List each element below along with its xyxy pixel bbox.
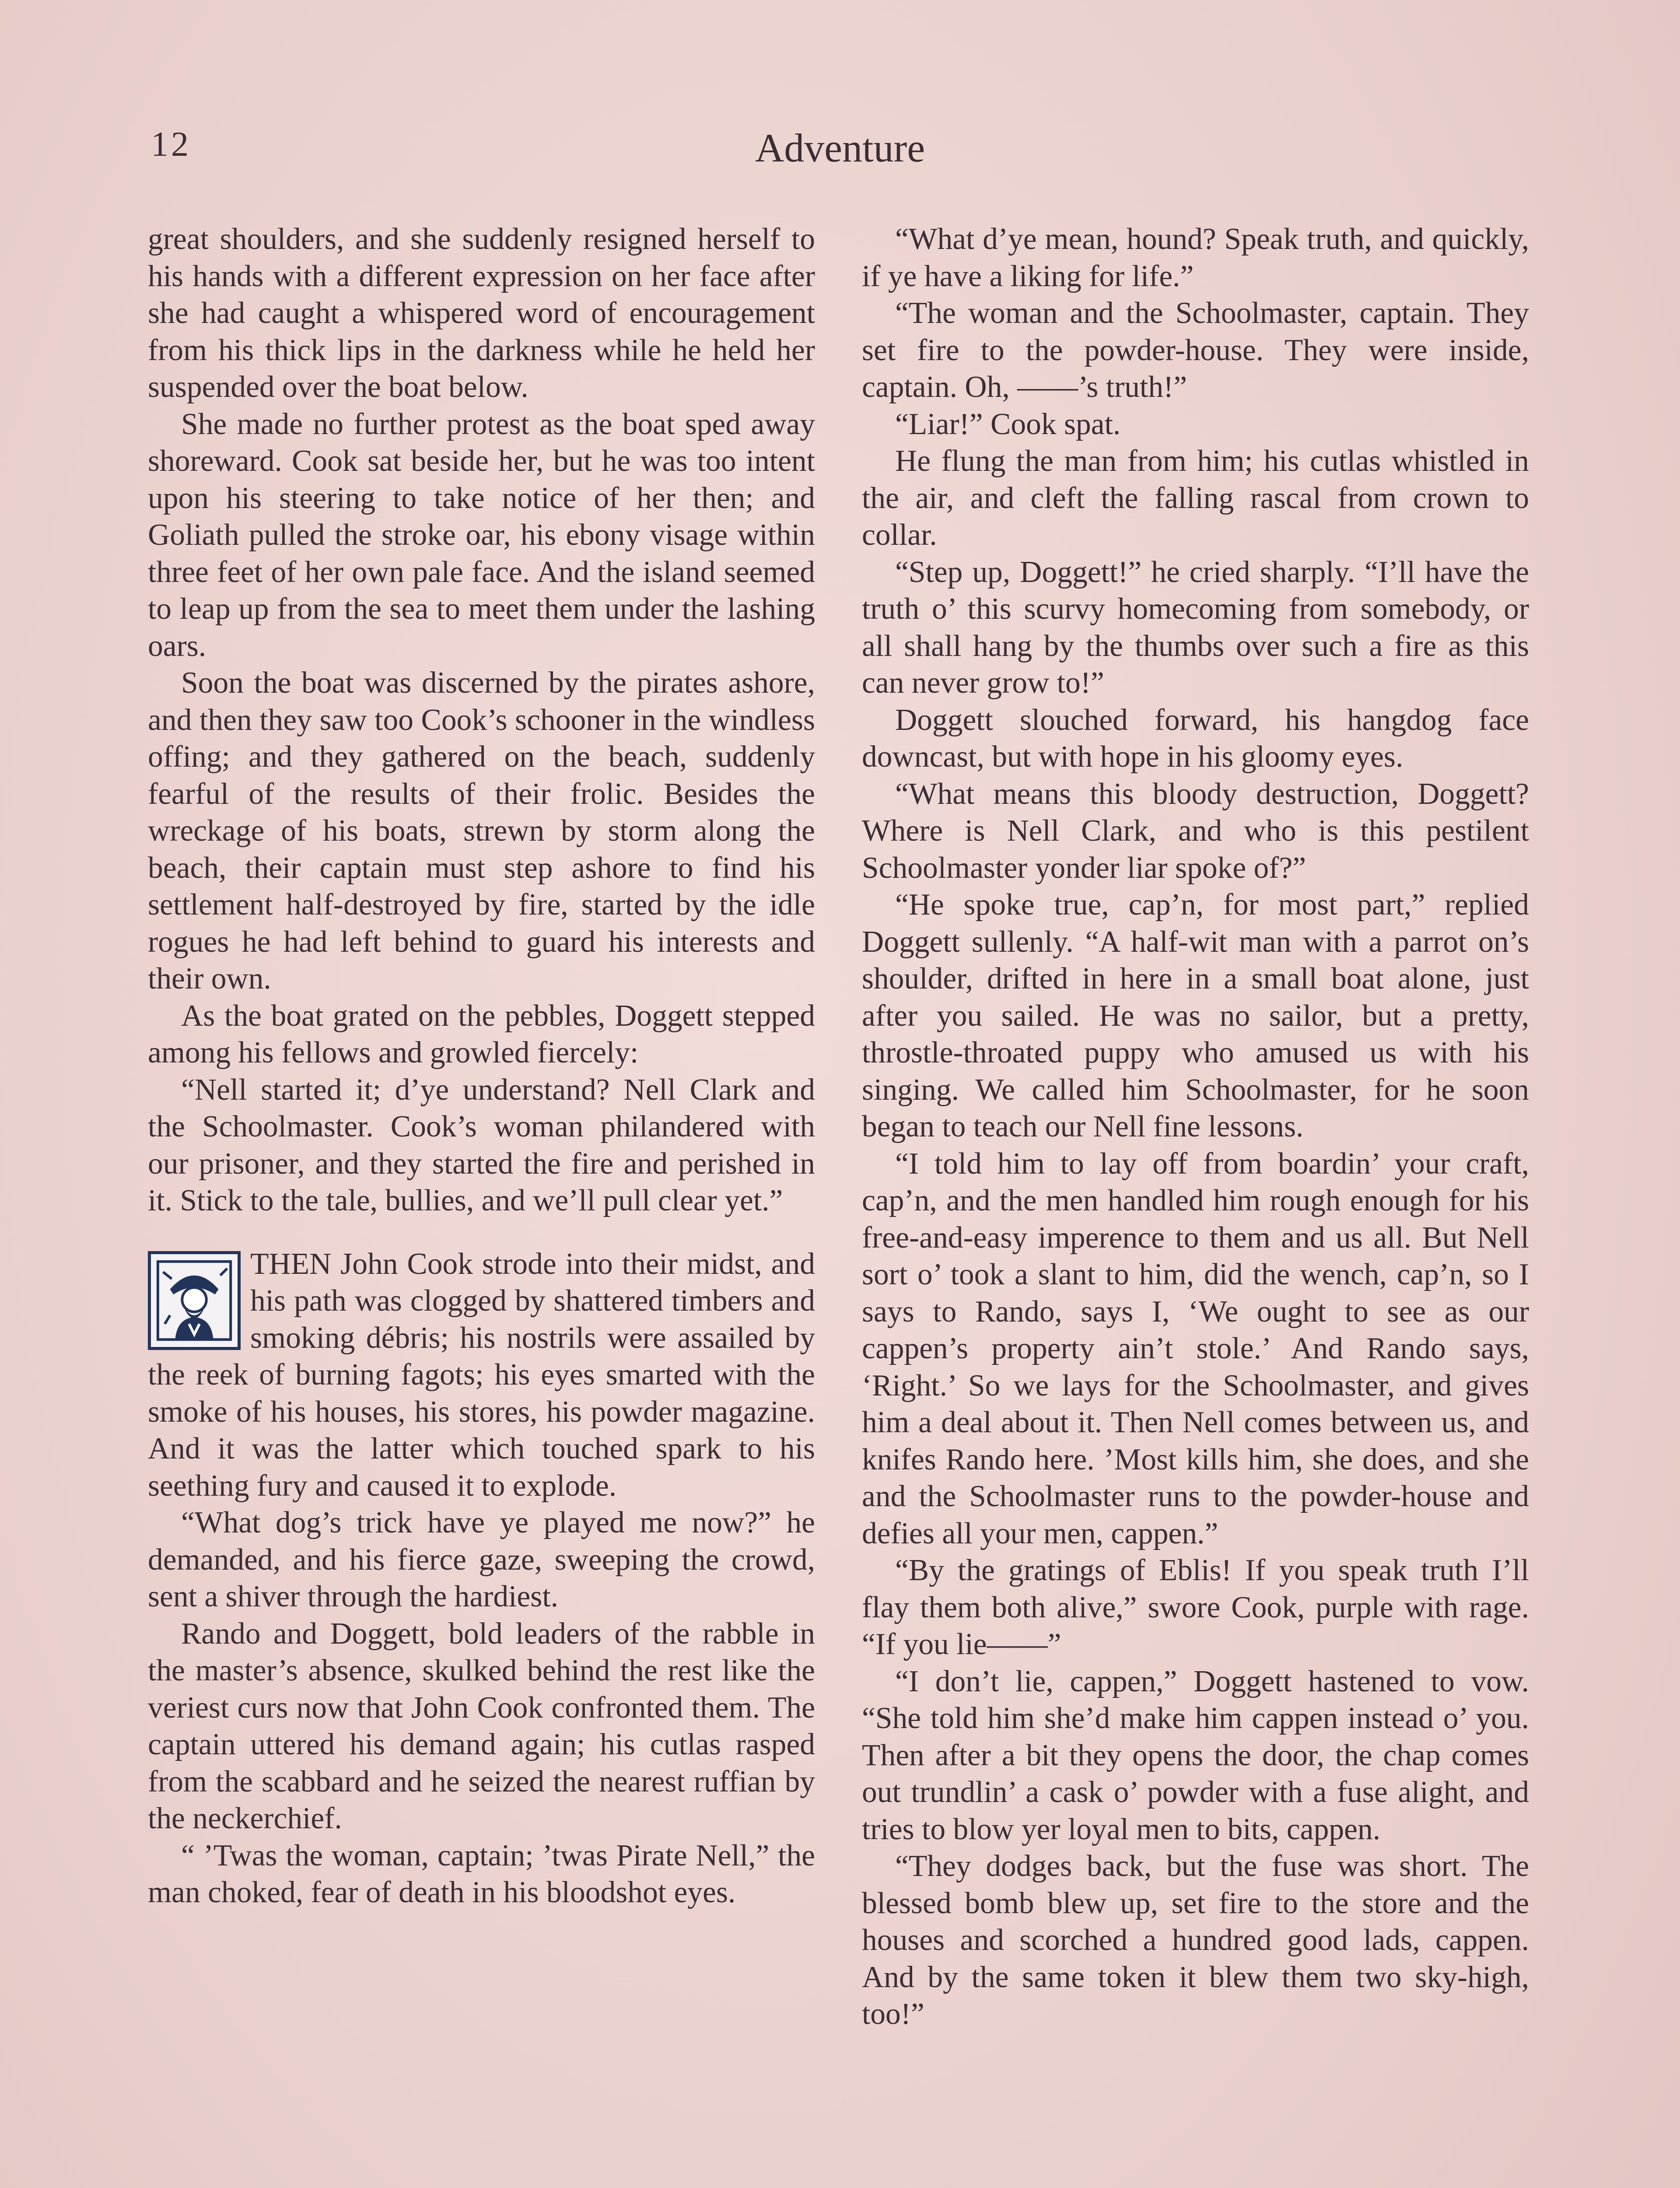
paragraph: Rando and Doggett, bold leaders of the rabble in the master’s absence, skulked behind the rest like the veriest curs now that John Cook confronted them. The captain uttered his demand again; his cutlas rasped from the scabbard and he seized the nearest ruffian by the neckerchief. <box>148 1616 815 1835</box>
page-number: 12 <box>151 125 191 164</box>
paragraph: “They dodges back, but the fuse was short. The blessed bomb blew up, set fire to the store and the houses and scorched a hundred good lads, cappen. And by the same token it blew them two sky-high, too!” <box>862 1849 1529 2031</box>
paragraph: “ ’Twas the woman, captain; ’twas Pirate Nell,” the man choked, fear of death in his bloodshot eyes. <box>148 1838 815 1909</box>
running-title: Adventure <box>755 126 925 170</box>
paragraph: “I told him to lay off from boardin’ your craft, cap’n, and the men handled him rough enough for his free-and-easy imperence to them and us all. But Nell sort o’ took a slant to him, did the wench, cap’n, so I says to Rando, says I, ‘We ought to see as our cappen’s property ain’t stole.’ And Rando says, ‘Right.’ So we lays for the Schoolmaster, and gives him a deal about it. Then Nell comes between us, and knifes Rando here. ’Most kills him, she does, and she and the Schoolmaster runs to the powder-house and defies all your men, cappen.” <box>862 1147 1529 1550</box>
paragraph: great shoulders, and she suddenly resigned herself to his hands with a different expression on her face after she had caught a whispered word of encouragement from his thick lips in the darkness while he held her suspended over the boat below. <box>148 222 815 404</box>
paragraph: “What d’ye mean, hound? Speak truth, and quickly, if ye have a liking for life.” <box>862 222 1529 293</box>
paragraph: “The woman and the Schoolmaster, captain. They set fire to the powder-house. They were inside, captain. Oh, ——’s truth!” <box>862 296 1529 404</box>
paragraph: “What means this bloody destruction, Doggett? Where is Nell Clark, and who is this pestilent Schoolmaster yonder liar spoke of?” <box>862 777 1529 885</box>
section-opening-paragraph <box>148 1246 815 1505</box>
paragraph: She made no further protest as the boat sped away shoreward. Cook sat beside her, but he was too intent upon his steering to take notice of her then; and Goliath pulled the stroke oar, his ebony visage within three feet of her own pale face. And the island seemed to leap up from the sea to meet them under the lashing oars. <box>148 407 815 663</box>
page-header <box>151 125 1529 186</box>
paragraph: “Step up, Doggett!” he cried sharply. “I’ll have the truth o’ this scurvy homecoming from somebody, or all shall hang by the thumbs over such a fire as this can never grow to!” <box>862 555 1529 700</box>
pirate-portrait-icon <box>148 1251 241 1350</box>
paragraph: Soon the boat was discerned by the pirates ashore, and then they saw too Cook’s schooner in the windless offing; and they gathered on the beach, suddenly fearful of the results of their frolic. Besides the wreckage of his boats, strewn by storm along the beach, their captain must step ashore to find his settlement half-destroyed by fire, started by the idle rogues he had left behind to guard his interests and their own. <box>148 666 815 996</box>
paragraph: “He spoke true, cap’n, for most part,” replied Doggett sullenly. “A half-wit man with a parrot on’s shoulder, drifted in here in a small boat alone, just after you sailed. He was no sailor, but a pretty, throstle-throated puppy who amused us with his singing. We called him Schoolmaster, for he soon began to teach our Nell fine lessons. <box>862 888 1529 1143</box>
paragraph: “Liar!” Cook spat. <box>895 407 1121 441</box>
paragraph: Doggett slouched forward, his hangdog face downcast, but with hope in his gloomy eyes. <box>862 703 1529 774</box>
section-opening-text: THEN John Cook strode into their midst, and his path was clogged by shattered timbers and smoking débris; his nostrils were assailed by the reek of burning fagots; his eyes smarted with the smoke of his houses, his stores, his powder magazine. And it was the latter which touched spark to his seething fury and caused it to explode. <box>148 1247 815 1503</box>
left-column <box>148 221 815 1911</box>
paragraph: “I don’t lie, cappen,” Doggett hastened to vow. “She told him she’d make him cappen instead o’ you. Then after a bit they opens the door, the chap comes out trundlin’ a cask o’ powder with a fuse alight, and tries to blow yer loyal men to bits, cappen. <box>862 1664 1529 1846</box>
text-columns <box>148 221 1535 2188</box>
section-break <box>148 1220 815 1246</box>
right-column <box>862 221 1529 2033</box>
paragraph: “Nell started it; d’ye understand? Nell Clark and the Schoolmaster. Cook’s woman philandered with our prisoner, and they started the fire and perished in it. Stick to the tale, bullies, and we’ll pull clear yet.” <box>148 1073 815 1217</box>
paragraph: “What dog’s trick have ye played me now?” he demanded, and his fierce gaze, sweeping the crowd, sent a shiver through the hardiest. <box>148 1506 815 1613</box>
paragraph: “By the gratings of Eblis! If you speak truth I’ll flay them both alive,” swore Cook, purple with rage. “If you lie——” <box>862 1553 1529 1661</box>
paragraph: As the boat grated on the pebbles, Doggett stepped among his fellows and growled fiercely: <box>148 999 815 1069</box>
paragraph: He flung the man from him; his cutlas whistled in the air, and cleft the falling rascal from crown to collar. <box>862 444 1529 552</box>
